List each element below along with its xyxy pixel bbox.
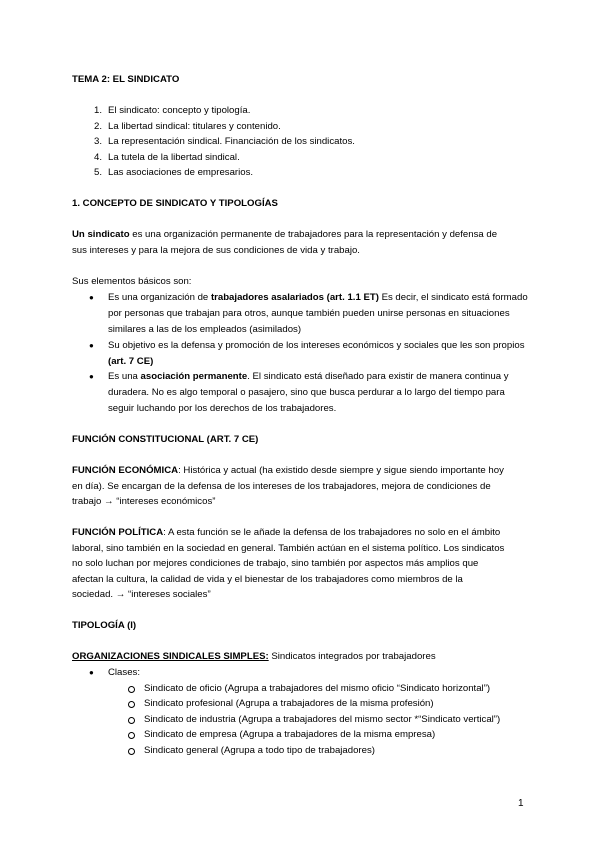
clase-item: Sindicato de empresa (Agrupa a trabajadores de la misma empresa) xyxy=(144,729,436,740)
paragraph-line: FUNCIÓN POLÍTICA: A esta función se le añade la defensa de los trabajadores no solo en el ámbito xyxy=(72,527,501,538)
clases-label: Clases: xyxy=(108,667,140,678)
toc-item: La libertad sindical: titulares y contenido. xyxy=(108,121,281,132)
clase-item: Sindicato profesional (Agrupa a trabajadores de la misma profesión) xyxy=(144,698,434,709)
definition-term: Un sindicato xyxy=(72,229,130,240)
bullet-item: Su objetivo es la defensa y promoción de los intereses económicos y sociales que les son propios (art. 7 CE) xyxy=(108,340,525,368)
bullet-icon: ● xyxy=(89,293,94,302)
page-number: 1 xyxy=(518,798,524,809)
definition-line: Un sindicato es una organización permanente de trabajadores para la representación y defensa de xyxy=(72,229,498,240)
toc-number: 1. xyxy=(93,105,102,116)
section-heading: FUNCIÓN CONSTITUCIONAL (ART. 7 CE) xyxy=(72,434,259,445)
clase-item: Sindicato general (Agrupa a todo tipo de trabajadores) xyxy=(144,745,375,756)
bullet-icon: ● xyxy=(89,668,94,677)
bullet-icon: ● xyxy=(89,372,94,381)
paragraph-line: trabajo → “intereses económicos” xyxy=(72,496,216,507)
bullet-item: Es una asociación permanente. El sindicato está diseñado para existir de manera continua y duradera. No es algo temporal o pasajero, sino que busca perdurar a lo largo del tiempo para seguir luchando por los derechos de los trabajadores. xyxy=(108,371,509,415)
function-label: FUNCIÓN ECONÓMICA xyxy=(72,465,179,476)
paragraph-line: afectan la cultura, la calidad de vida y el bienestar de los trabajadores como miembros de la xyxy=(72,574,463,585)
toc-number: 2. xyxy=(93,121,102,132)
toc-item: La representación sindical. Financiación de los sindicatos. xyxy=(108,136,355,147)
circle-bullet-icon xyxy=(128,686,135,693)
bullet-icon: ● xyxy=(89,341,94,350)
section-heading: 1. CONCEPTO DE SINDICATO Y TIPOLOGÍAS xyxy=(72,198,278,209)
toc-number: 3. xyxy=(93,136,102,147)
org-label: ORGANIZACIONES SINDICALES SIMPLES: xyxy=(72,651,269,662)
toc-item: El sindicato: concepto y tipología. xyxy=(108,105,251,116)
document-title: TEMA 2: EL SINDICATO xyxy=(72,74,180,85)
toc-number: 4. xyxy=(93,152,102,163)
circle-bullet-icon xyxy=(128,701,135,708)
toc-number: 5. xyxy=(93,167,102,178)
paragraph-line: laboral, sino también en la sociedad en general. También actúan en el sistema político. Los sindicatos xyxy=(72,543,505,554)
circle-bullet-icon xyxy=(128,732,135,739)
paragraph-line: FUNCIÓN ECONÓMICA: Histórica y actual (ha existido desde siempre y sigue siendo importante hoy xyxy=(72,465,504,476)
toc-item: Las asociaciones de empresarios. xyxy=(108,167,254,178)
function-label: FUNCIÓN POLÍTICA xyxy=(72,527,164,538)
paragraph-line: ORGANIZACIONES SINDICALES SIMPLES: Sindicatos integrados por trabajadores xyxy=(72,651,436,662)
toc-item: La tutela de la libertad sindical. xyxy=(108,152,240,163)
paragraph-line: sociedad. → “intereses sociales” xyxy=(72,589,211,600)
circle-bullet-icon xyxy=(128,717,135,724)
elements-intro: Sus elementos básicos son: xyxy=(72,276,192,287)
clase-item: Sindicato de industria (Agrupa a trabajadores del mismo sector *“Sindicato vertical”) xyxy=(144,714,501,725)
paragraph-line: no solo luchan por mejores condiciones de trabajo, sino también por aspectos más amplios que xyxy=(72,558,479,569)
paragraph-line: en día). Se encargan de la defensa de los intereses de los trabajadores, mejora de condiciones de xyxy=(72,481,491,492)
clase-item: Sindicato de oficio (Agrupa a trabajadores del mismo oficio “Sindicato horizontal”) xyxy=(144,683,491,694)
bullet-item: Es una organización de trabajadores asalariados (art. 1.1 ET) Es decir, el sindicato está formado por personas que trabajan para otros, aunque también pueden unirse personas en situaciones similares a las de los empleados (asimilados) xyxy=(108,292,528,336)
circle-bullet-icon xyxy=(128,748,135,755)
section-heading: TIPOLOGÍA (I) xyxy=(72,620,137,631)
definition-line: sus intereses y para la mejora de sus condiciones de vida y trabajo. xyxy=(72,245,360,256)
